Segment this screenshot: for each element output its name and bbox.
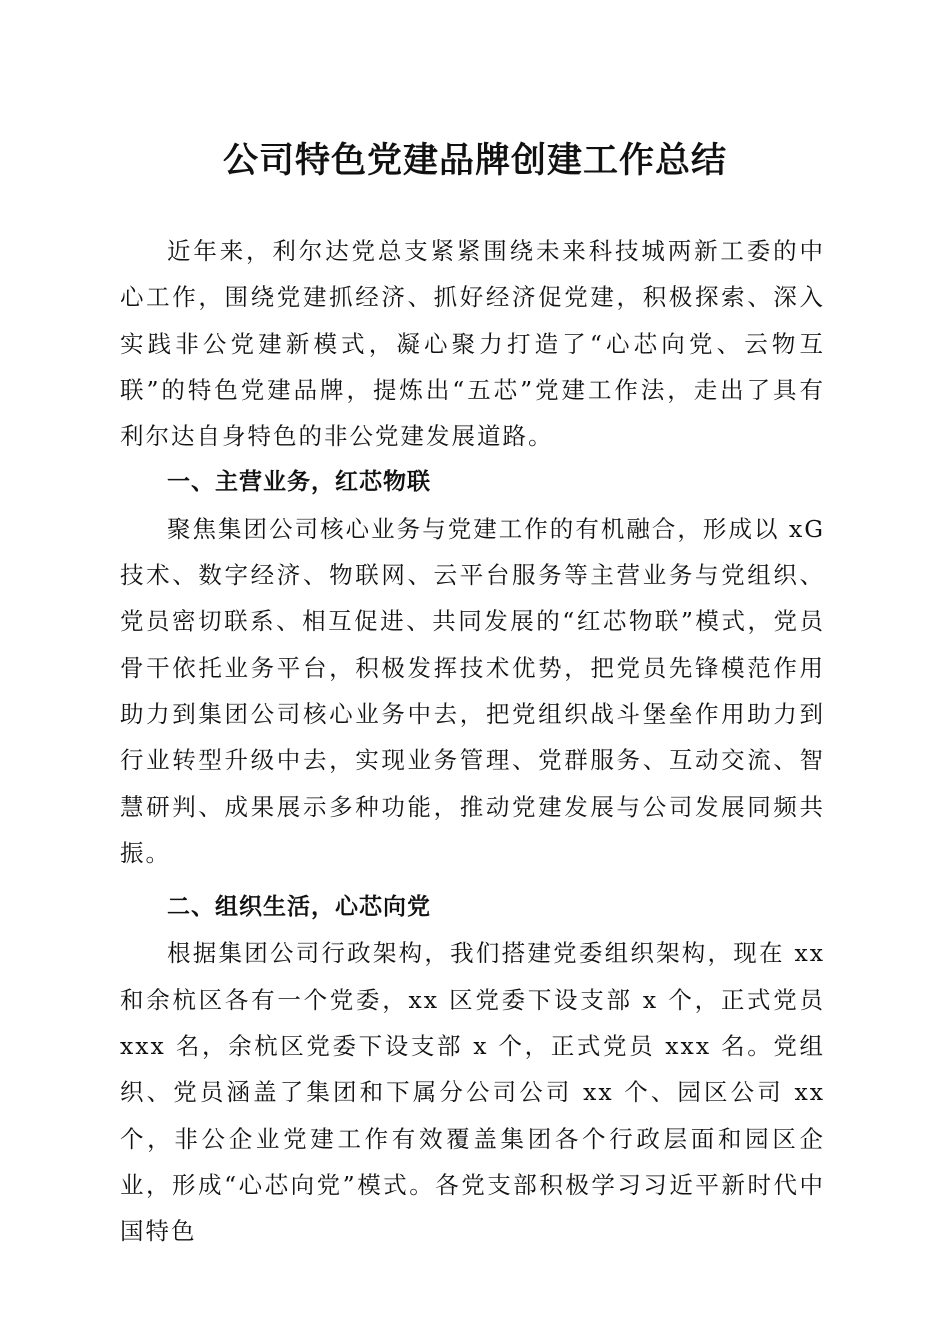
intro-paragraph: 近年来，利尔达党总支紧紧围绕未来科技城两新工委的中心工作，围绕党建抓经济、抓好经济促党建，积极探索、深入实践非公党建新模式，凝心聚力打造了“心芯向党、云物互联”的特色党建品牌，提炼出“五芯”党建工作法，走出了具有利尔达自身特色的非公党建发展道路。 (120, 237, 825, 451)
section-heading-1: 一、主营业务，红芯物联 (167, 469, 431, 496)
section-heading-2: 二、组织生活，心芯向党 (167, 894, 431, 921)
document-title: 公司特色党建品牌创建工作总结 (222, 141, 727, 181)
section-paragraph-2: 根据集团公司行政架构，我们搭建党委组织架构，现在 xx 和余杭区各有一个党委，xx 区党委下设支部 x 个，正式党员 xxx 名，余杭区党委下设支部 x 个，正式党员 xxx 名。党组织、党员涵盖了集团和下属分公司公司 xx 个、园区公司 xx 个，非公企业党建工作有效覆盖集团各个行政层面和园区企业，形成“心芯向党”模式。各党支部积极学习习近平新时代中国特色 (120, 939, 825, 1246)
section-paragraph-1: 聚焦集团公司核心业务与党建工作的有机融合，形成以 xG 技术、数字经济、物联网、云平台服务等主营业务与党组织、党员密切联系、相互促进、共同发展的“红芯物联”模式，党员骨干依托业务平台，积极发挥技术优势，把党员先锋模范作用助力到集团公司核心业务中去，把党组织战斗堡垒作用助力到行业转型升级中去，实现业务管理、党群服务、互动交流、智慧研判、成果展示多种功能，推动党建发展与公司发展同频共振。 (120, 514, 825, 867)
document-body (120, 228, 825, 1255)
